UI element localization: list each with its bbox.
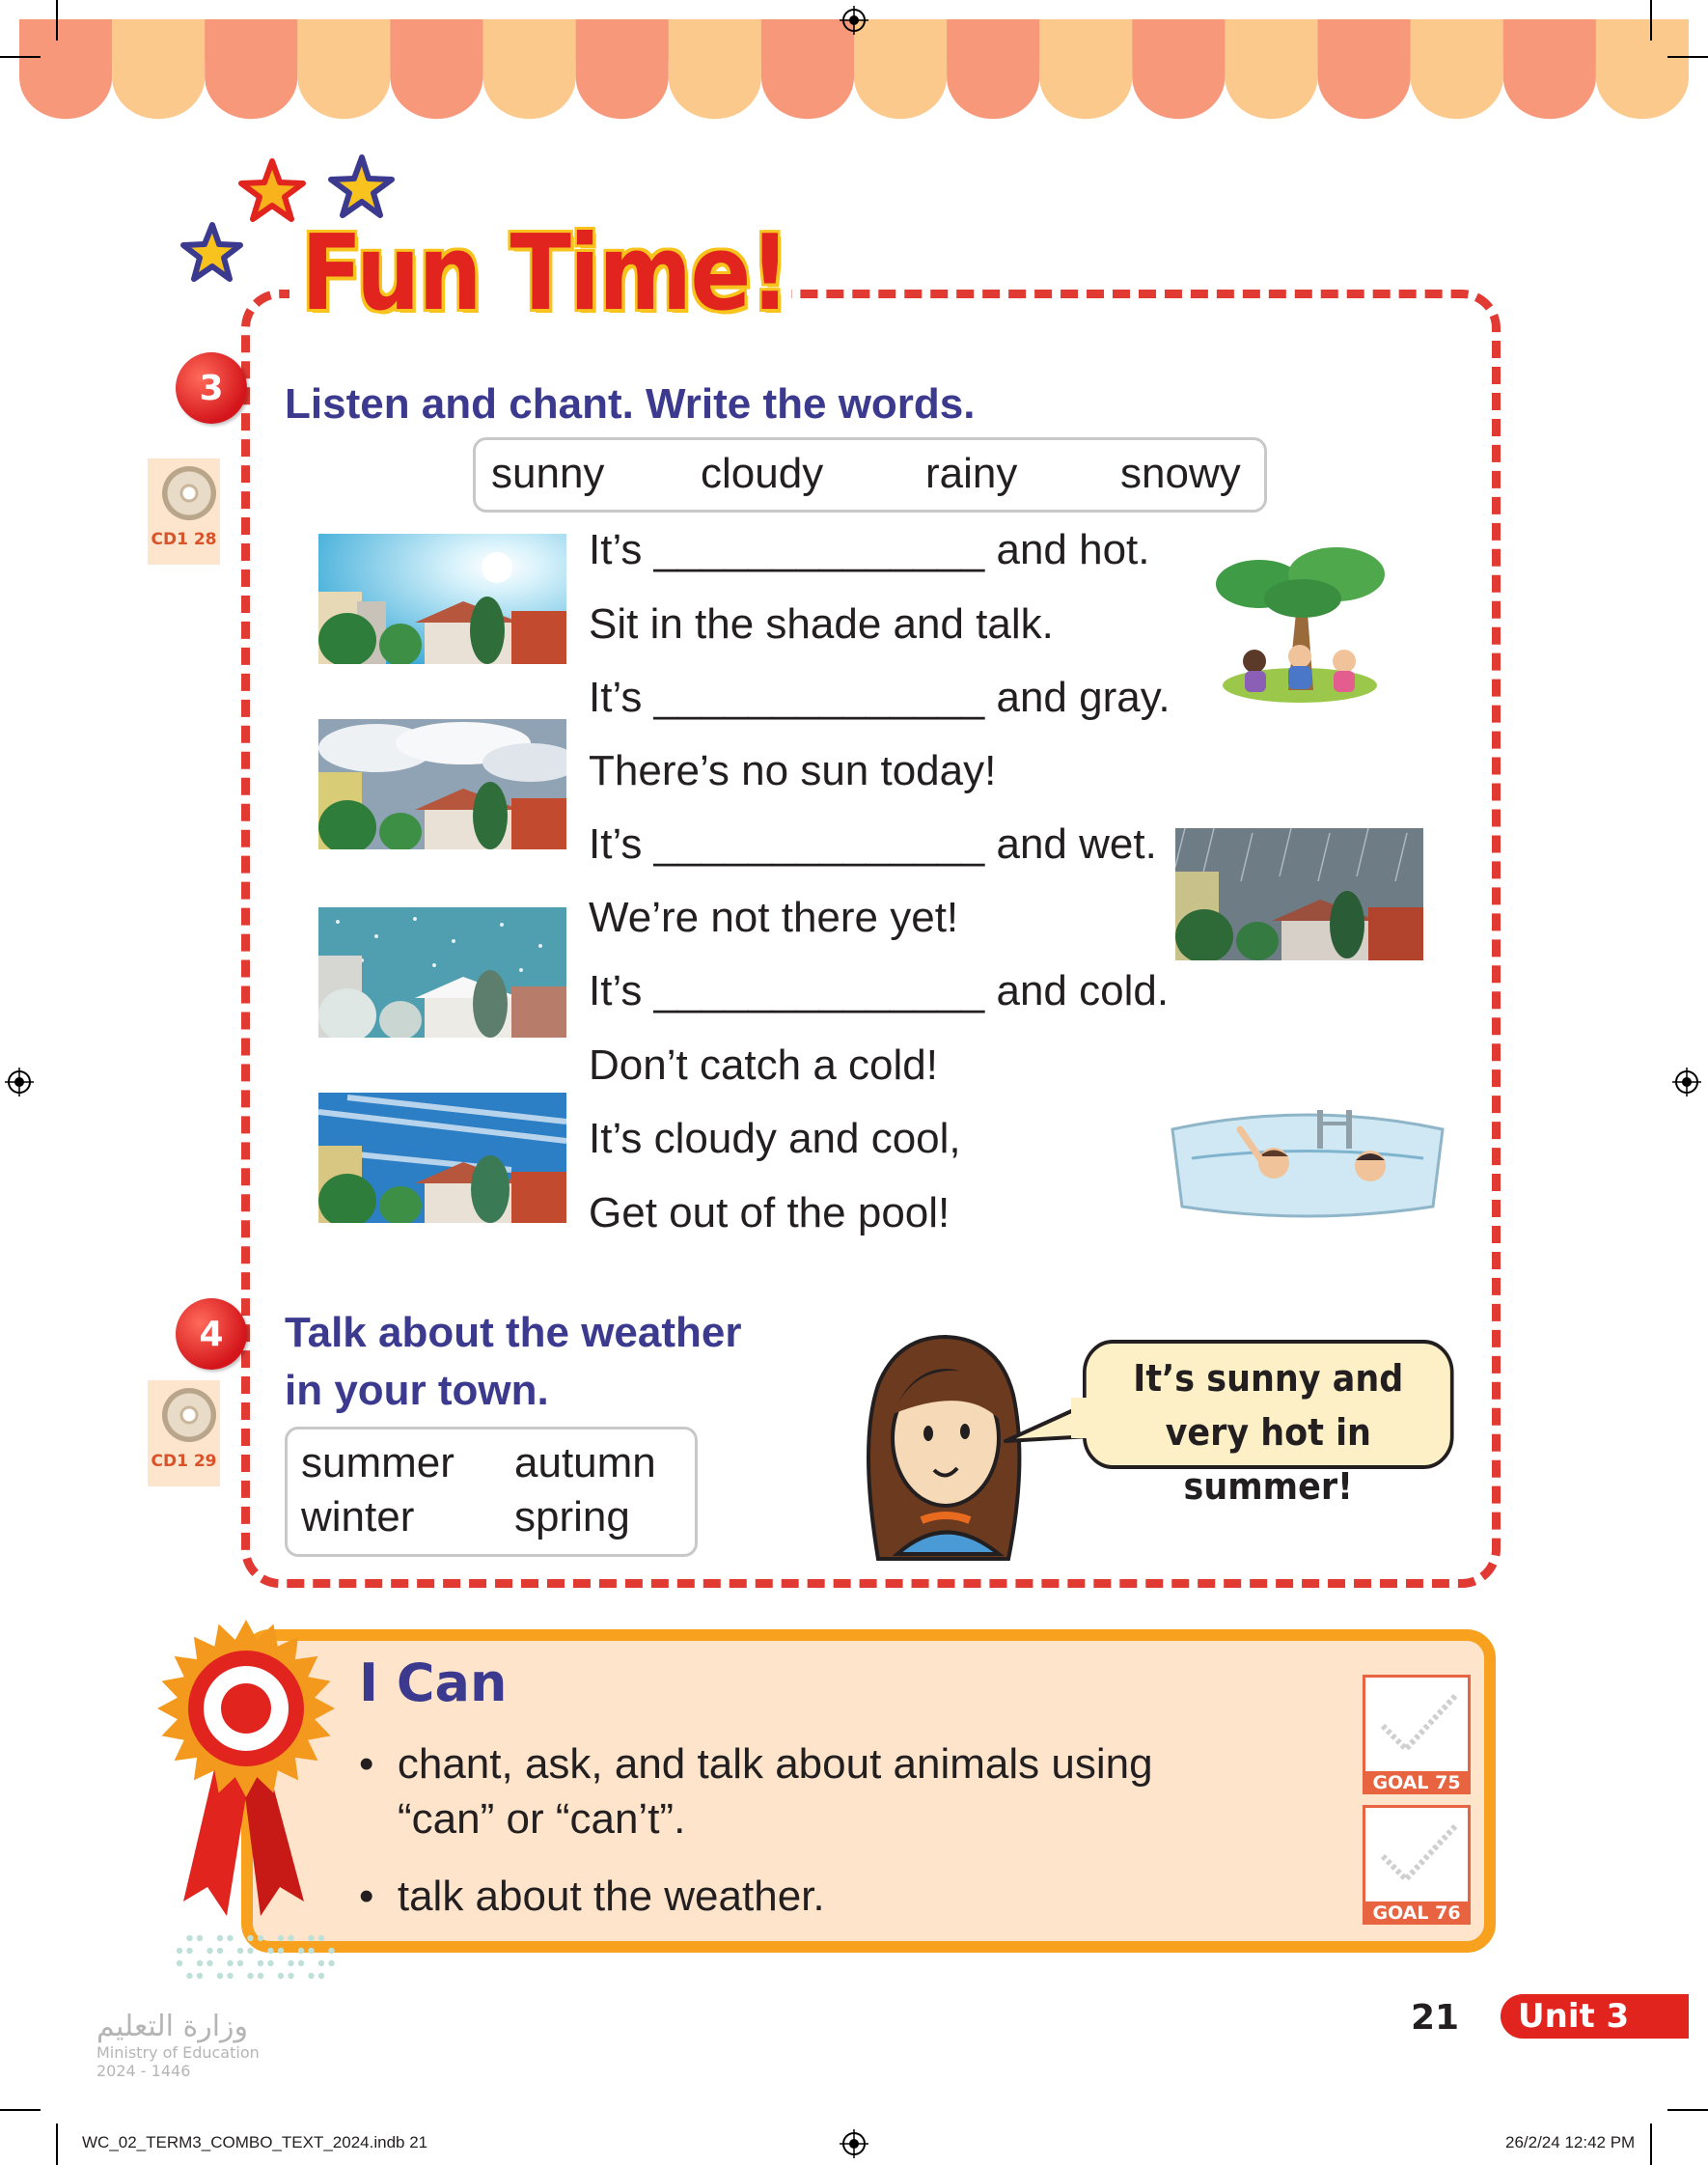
registration-mark-icon xyxy=(5,1068,34,1096)
chant-line: Don’t catch a cold! xyxy=(589,1041,938,1089)
chant-line: It’s ______________ and cold. xyxy=(589,967,1170,1014)
awning-scallop xyxy=(669,19,761,119)
crop-mark xyxy=(0,56,41,58)
logo-dot xyxy=(227,1973,233,1979)
crop-mark xyxy=(0,2109,41,2111)
chant-line: It’s ______________ and hot. xyxy=(589,526,1150,573)
awning-scallop xyxy=(1596,19,1689,119)
logo-dot xyxy=(278,1935,284,1941)
word-bank-item: rainy xyxy=(925,450,1018,497)
logo-dot xyxy=(308,1935,314,1941)
awning-scallop xyxy=(19,19,112,119)
print-slug-date: 26/2/24 12:42 PM xyxy=(1505,2133,1636,2151)
page-number: 21 xyxy=(1411,1998,1460,2038)
cd-track-label: CD1 28 xyxy=(151,530,217,549)
i-can-bullet-text: chant, ask, and talk about animals using xyxy=(397,1740,1153,1788)
cd-icon xyxy=(162,1388,216,1442)
awning-scallop xyxy=(1039,19,1132,119)
season-word: winter xyxy=(301,1493,415,1540)
logo-dot xyxy=(247,1935,253,1941)
logo-dot xyxy=(318,1973,324,1979)
logo-dot xyxy=(267,1948,273,1954)
logo-dot xyxy=(258,1973,263,1979)
exercise-number-badge: 4 xyxy=(176,1298,247,1370)
registration-mark-icon xyxy=(840,6,868,35)
awning-scallop xyxy=(947,19,1039,119)
unit-tab: Unit 3 xyxy=(1501,1994,1689,2039)
cloudy-scene-image xyxy=(318,719,566,849)
awning-scallop xyxy=(205,19,297,119)
crop-mark xyxy=(56,2123,58,2165)
cd-track-badge[interactable] xyxy=(148,1380,220,1486)
crop-mark xyxy=(1650,2123,1652,2165)
i-can-bullet: • talk about the weather. xyxy=(359,1873,825,1920)
logo-dot xyxy=(237,1948,243,1954)
chant-line: Sit in the shade and talk. xyxy=(589,600,1054,648)
registration-mark-icon xyxy=(1672,1068,1701,1096)
exercise-number-badge: 3 xyxy=(176,352,247,424)
speech-text: It’s sunny and xyxy=(1133,1357,1404,1400)
awning-scallop xyxy=(297,19,390,119)
logo-dot xyxy=(217,1935,223,1941)
logo-dot xyxy=(247,1948,253,1954)
speech-text: very hot in summer! xyxy=(1165,1411,1371,1508)
logo-dot xyxy=(227,1935,233,1941)
snowy-scene-image xyxy=(318,907,566,1038)
logo-dot xyxy=(197,1960,203,1966)
logo-dot xyxy=(207,1948,212,1954)
checkmark-icon xyxy=(1375,1819,1462,1887)
ministry-watermark xyxy=(96,2010,261,2080)
logo-dot xyxy=(197,1973,203,1979)
ministry-english: Ministry of Education xyxy=(96,2043,260,2062)
crop-mark xyxy=(1650,0,1652,41)
exercise-instruction: Talk about the weather xyxy=(285,1309,742,1356)
cd-track-label: CD1 29 xyxy=(151,1452,217,1471)
word-bank-item: cloudy xyxy=(701,450,824,497)
crop-mark xyxy=(1667,2109,1708,2111)
i-can-bullet: • chant, ask, and talk about animals using xyxy=(359,1740,1153,1788)
chant-line: It’s ______________ and gray. xyxy=(589,674,1171,721)
chant-line: There’s no sun today! xyxy=(589,747,997,794)
logo-dot xyxy=(177,1948,182,1954)
logo-dot xyxy=(278,1973,284,1979)
logo-dot xyxy=(207,1960,212,1966)
logo-dot xyxy=(288,1973,293,1979)
word-bank-item: snowy xyxy=(1120,450,1241,497)
season-word: autumn xyxy=(514,1439,656,1486)
logo-dot xyxy=(186,1973,192,1979)
logo-dot xyxy=(186,1948,192,1954)
logo-dot xyxy=(298,1948,304,1954)
kids-under-tree-illustration xyxy=(1211,545,1390,705)
logo-dot xyxy=(227,1960,233,1966)
awning-scallop xyxy=(390,19,482,119)
awning-scallop xyxy=(1503,19,1596,119)
logo-dot xyxy=(217,1948,223,1954)
word-bank-item: sunny xyxy=(491,450,605,497)
ministry-arabic: وزارة التعليم xyxy=(96,2010,249,2043)
logo-dot xyxy=(258,1935,263,1941)
logo-dot xyxy=(328,1948,334,1954)
bubble-tail-joint xyxy=(1071,1398,1090,1438)
exercise-instruction: Listen and chant. Write the words. xyxy=(285,380,976,428)
logo-dot xyxy=(288,1960,293,1966)
goal-label: GOAL 76 xyxy=(1363,1901,1471,1925)
registration-mark-icon xyxy=(840,2129,868,2158)
print-slug: WC_02_TERM3_COMBO_TEXT_2024.indb 21 xyxy=(82,2133,428,2151)
cd-icon xyxy=(162,466,216,520)
awning-scallop xyxy=(1411,19,1503,119)
goal-checkbox[interactable] xyxy=(1363,1805,1471,1925)
season-word: summer xyxy=(301,1439,455,1486)
logo-dot xyxy=(267,1960,273,1966)
word-bank xyxy=(473,437,1267,513)
awning-scallop xyxy=(483,19,576,119)
ministry-year: 2024 - 1446 xyxy=(96,2062,191,2080)
logo-dot xyxy=(237,1960,243,1966)
awning-scallop xyxy=(1225,19,1317,119)
ribbon-rosette-icon xyxy=(150,1612,347,1921)
logo-dot xyxy=(308,1948,314,1954)
logo-dot xyxy=(298,1960,304,1966)
logo-dot xyxy=(217,1973,223,1979)
logo-dot xyxy=(177,1960,182,1966)
goal-checkbox[interactable] xyxy=(1363,1675,1471,1794)
i-can-title: I Can xyxy=(359,1652,508,1713)
exercise-instruction: in your town. xyxy=(285,1367,549,1414)
logo-dot xyxy=(186,1935,192,1941)
chant-line: Get out of the pool! xyxy=(589,1189,950,1236)
chant-line: We’re not there yet! xyxy=(589,894,959,941)
rainy-scene-image xyxy=(1175,828,1423,960)
awning-scallop xyxy=(1132,19,1225,119)
logo-dot xyxy=(328,1960,334,1966)
i-can-bullet-continuation: “can” or “can’t”. xyxy=(398,1795,686,1843)
logo-dot xyxy=(247,1973,253,1979)
season-word: spring xyxy=(514,1493,630,1540)
logo-dot xyxy=(318,1960,324,1966)
season-word-bank xyxy=(285,1427,698,1557)
boys-in-pool-illustration xyxy=(1153,1100,1462,1226)
sunny-scene-image xyxy=(318,534,566,664)
awning-decoration xyxy=(19,19,1689,125)
logo-dot xyxy=(318,1935,324,1941)
crop-mark xyxy=(1667,56,1708,58)
crop-mark xyxy=(56,0,58,41)
logo-dot xyxy=(258,1960,263,1966)
logo-dot xyxy=(278,1948,284,1954)
logo-dot xyxy=(288,1935,293,1941)
goal-label: GOAL 75 xyxy=(1363,1771,1471,1794)
i-can-bullet-text: talk about the weather. xyxy=(397,1873,825,1920)
windy-scene-image xyxy=(318,1093,566,1223)
chant-line: It’s ______________ and wet. xyxy=(589,820,1157,868)
logo-dot xyxy=(308,1973,314,1979)
page-title: Fun Time! xyxy=(301,213,789,334)
speech-bubble xyxy=(1083,1340,1454,1508)
cd-track-badge[interactable] xyxy=(148,458,220,565)
logo-dot xyxy=(197,1935,203,1941)
checkmark-icon xyxy=(1375,1689,1462,1757)
ministry-logo-dots-icon xyxy=(174,1930,343,1988)
awning-scallop xyxy=(576,19,669,119)
chant-line: It’s cloudy and cool, xyxy=(589,1115,961,1162)
awning-scallop xyxy=(112,19,205,119)
awning-scallop xyxy=(1318,19,1411,119)
